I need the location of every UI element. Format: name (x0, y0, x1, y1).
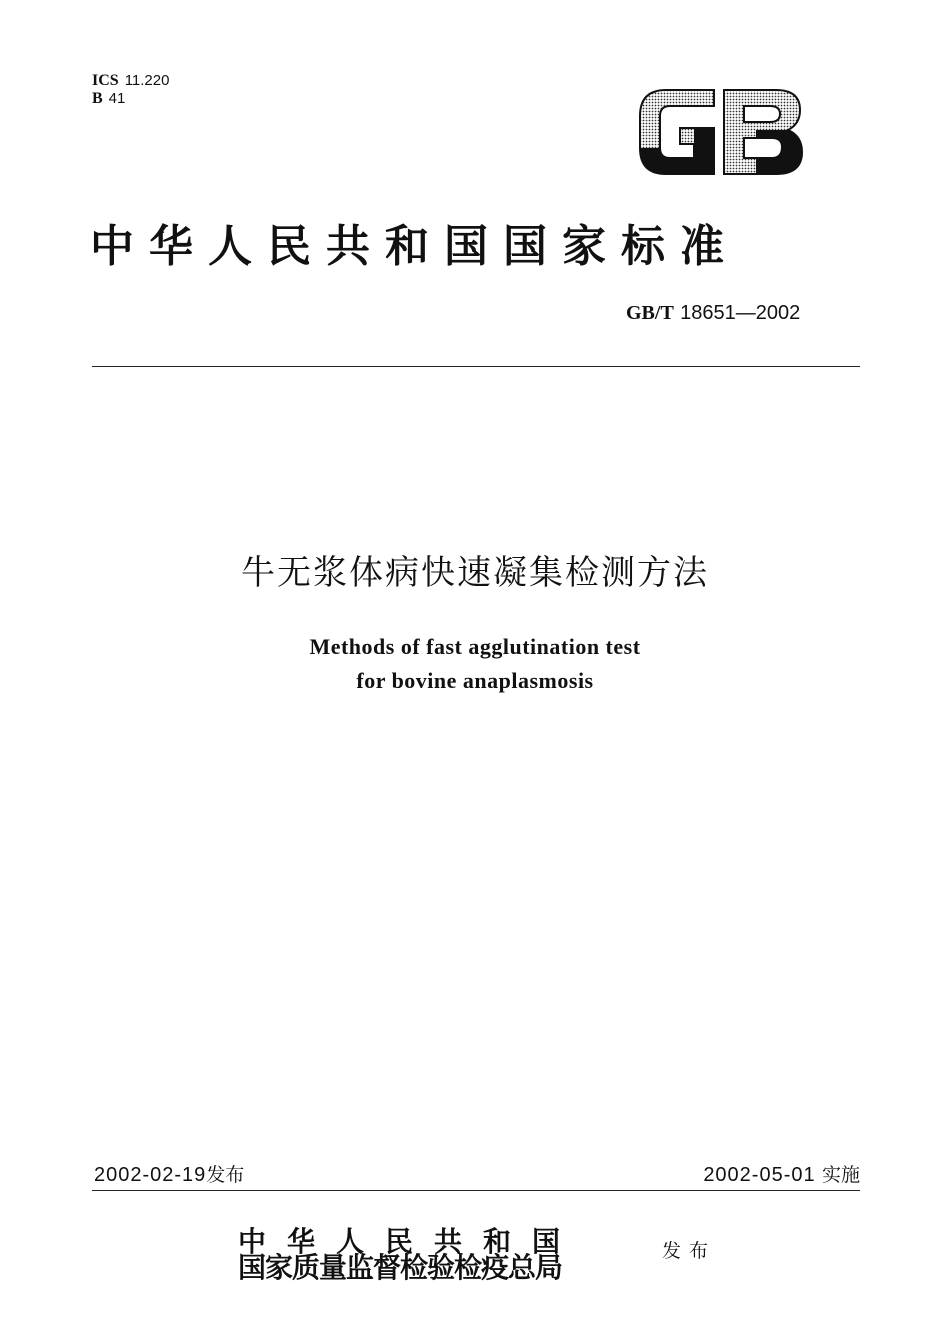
issuer-action: 发布 (662, 1240, 717, 1262)
header-divider (92, 366, 860, 367)
issuer-line-1: 中华人民共和国 (238, 1225, 582, 1258)
implementation-date-suffix: 实施 (821, 1164, 860, 1186)
standard-number-value: 18651—2002 (680, 302, 801, 324)
national-standard-title: 中华人民共和国国家标准 (90, 221, 739, 272)
footer-divider (92, 1190, 860, 1191)
ics-value: 11.220 (124, 72, 170, 89)
document-title-cn: 牛无浆体病快速凝集检测方法 (241, 553, 709, 593)
ccs-label: B (92, 90, 103, 107)
implementation-date (703, 1160, 860, 1187)
standard-code: GB/T (626, 302, 674, 324)
issue-date (94, 1160, 244, 1187)
ccs-code (92, 90, 169, 108)
standard-number (626, 300, 800, 325)
issue-date-suffix: 发布 (206, 1164, 245, 1186)
ics-code (92, 72, 169, 90)
issuer-line-2: 国家质量监督检验检疫总局 (238, 1251, 563, 1284)
document-title-en (0, 630, 950, 698)
implementation-date-value: 2002-05-01 (703, 1164, 816, 1186)
title-en-line-1: Methods of fast agglutination test (309, 634, 641, 659)
ccs-value: 41 (108, 90, 126, 107)
title-en-line-2: for bovine anaplasmosis (356, 668, 594, 693)
ics-label: ICS (92, 72, 119, 89)
classification-codes (92, 72, 169, 108)
gb-logo-icon (636, 86, 804, 178)
issue-date-value: 2002-02-19 (94, 1164, 207, 1186)
